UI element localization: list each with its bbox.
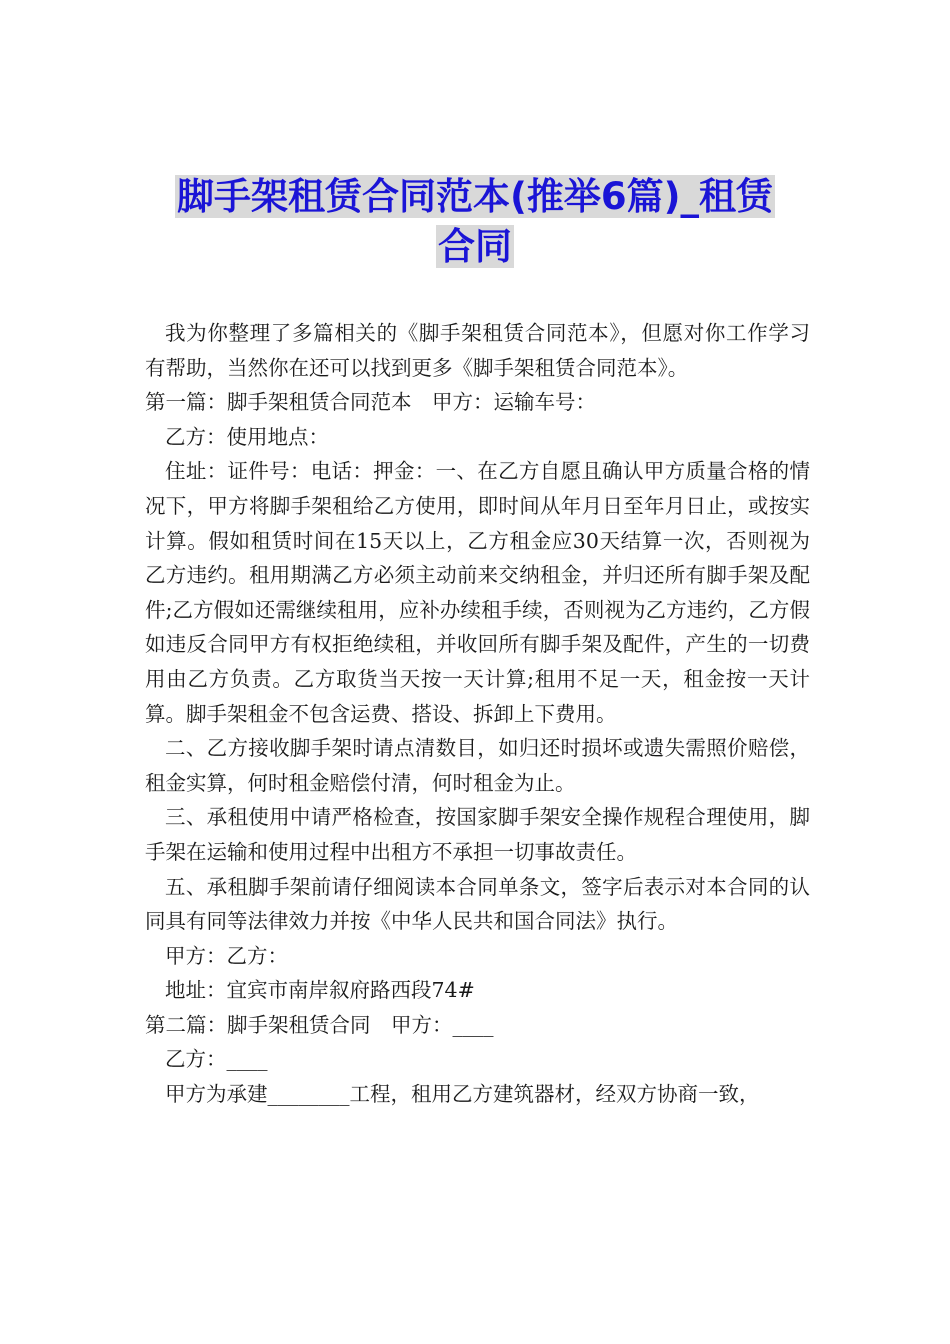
- paragraph-clause-2: 二、乙方接收脚手架时请点清数目，如归还时损坏或遗失需照价赔偿，租金实算，何时租金赔偿付清，何时租金为止。: [145, 736, 810, 795]
- paragraph-section-2-intro: 甲方为承建________工程，租用乙方建筑器材，经双方协商一致，: [165, 1082, 760, 1107]
- paragraph-clause-5: 五、承租脚手架前请仔细阅读本合同单条文，签字后表示对本合同的认同具有同等法律效力并按《中华人民共和国合同法》执行。: [145, 874, 810, 934]
- paragraph-section-2-party-b: 乙方：____: [165, 1047, 268, 1072]
- paragraph-clause-3: 三、承租使用中请严格检查，按国家脚手架安全操作规程合理使用，脚手架在运输和使用过程中出租方不承担一切事故责任。: [145, 805, 810, 864]
- title-line-1: 脚手架租赁合同范本(推举6篇)_租赁: [176, 175, 774, 218]
- document-title: [0, 172, 950, 272]
- paragraph-signatures: 甲方：乙方：: [165, 943, 288, 968]
- paragraph-section-1-heading: 第一篇：脚手架租赁合同范本 甲方：运输车号：: [145, 390, 596, 415]
- paragraph-intro: 我为你整理了多篇相关的《脚手架租赁合同范本》，但愿对你工作学习有帮助，当然你在还可以找到更多《脚手架租赁合同范本》。: [145, 321, 810, 380]
- paragraph-party-b: 乙方：使用地点：: [165, 424, 329, 449]
- title-line-2: 合同: [438, 225, 512, 268]
- document-body: [145, 316, 810, 1112]
- paragraph-clause-1: 住址：证件号：电话：押金：一、在乙方自愿且确认甲方质量合格的情况下，甲方将脚手架租给乙方使用，即时间从年月日至年月日止，或按实计算。假如租赁时间在15天以上，乙方租金应30天结算一次，否则视为乙方违约。租用期满乙方必须主动前来交纳租金，并归还所有脚手架及配件;乙方假如还需继续租用，应补办续租手续，否则视为乙方违约，乙方假如违反合同甲方有权拒绝续租，并收回所有脚手架及配件，产生的一切费用由乙方负责。乙方取货当天按一天计算;租用不足一天，租金按一天计算。脚手架租金不包含运费、搭设、拆卸上下费用。: [145, 459, 810, 726]
- paragraph-section-2-heading: 第二篇：脚手架租赁合同 甲方：____: [145, 1012, 494, 1037]
- paragraph-address: 地址：宜宾市南岸叙府路西段74#: [165, 978, 475, 1003]
